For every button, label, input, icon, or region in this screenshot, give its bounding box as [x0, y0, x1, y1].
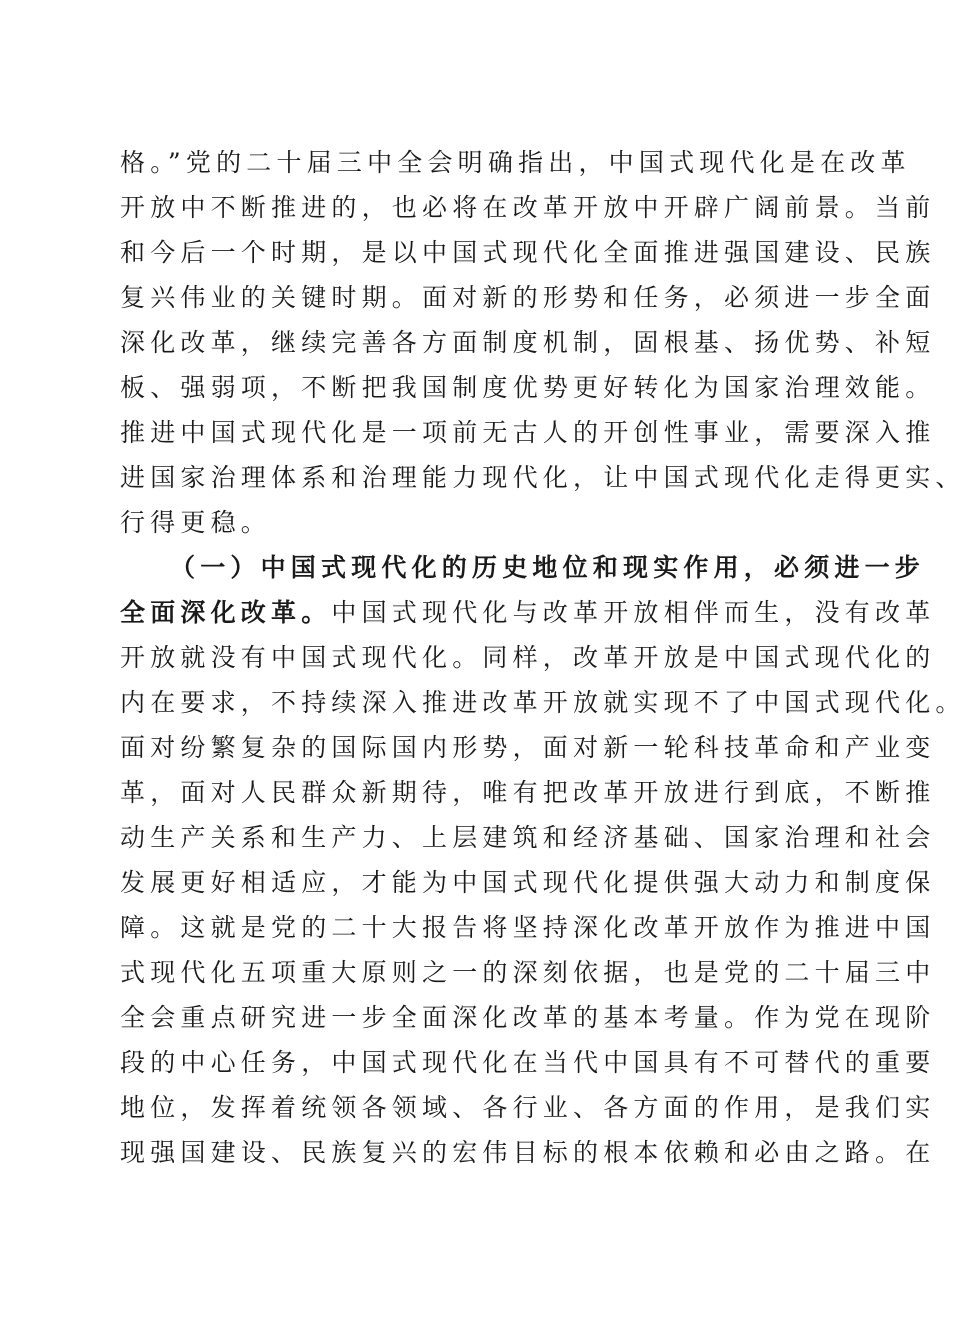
text-line: 开放中不断推进的，也必将在改革开放中开辟广阔前景。当前 [120, 193, 936, 222]
text-line: 全会重点研究进一步全面深化改革的基本考量。作为党在现阶 [120, 1003, 936, 1032]
text-line: 革，面对人民群众新期待，唯有把改革开放进行到底，不断推 [120, 778, 936, 807]
text-line: 发展更好相适应，才能为中国式现代化提供强大动力和制度保 [120, 868, 936, 897]
text-line: 和今后一个时期，是以中国式现代化全面推进强国建设、民族 [120, 238, 936, 267]
text-line: 动生产关系和生产力、上层建筑和经济基础、国家治理和社会 [120, 823, 936, 852]
text-line: 地位，发挥着统领各领域、各行业、各方面的作用，是我们实 [120, 1093, 936, 1122]
section-heading-continuation [120, 595, 936, 631]
text-line: 面对纷繁复杂的国际国内形势，面对新一轮科技革命和产业变 [120, 733, 936, 762]
text-line: 现强国建设、民族复兴的宏伟目标的根本依赖和必由之路。在 [120, 1138, 936, 1167]
section-heading-end: 全面深化改革。 [120, 598, 332, 627]
text-line: 板、强弱项，不断把我国制度优势更好转化为国家治理效能。 [120, 373, 936, 402]
text-line: 内在要求，不持续深入推进改革开放就实现不了中国式现代化。 [120, 688, 966, 717]
text-line: 行得更稳。 [120, 508, 272, 537]
text-line: 障。这就是党的二十大报告将坚持深化改革开放作为推进中国 [120, 913, 936, 942]
text-line: 开放就没有中国式现代化。同样，改革开放是中国式现代化的 [120, 643, 936, 672]
text-line: 推进中国式现代化是一项前无古人的开创性事业，需要深入推 [120, 418, 936, 447]
text-line: 深化改革，继续完善各方面制度机制，固根基、扬优势、补短 [120, 328, 936, 357]
text-line: 格。”党的二十届三中全会明确指出，中国式现代化是在改革 [120, 148, 911, 177]
text-line: 进国家治理体系和治理能力现代化，让中国式现代化走得更实、 [120, 463, 966, 492]
text-line: 段的中心任务，中国式现代化在当代中国具有不可替代的重要 [120, 1048, 936, 1077]
text-line: 复兴伟业的关键时期。面对新的形势和任务，必须进一步全面 [120, 283, 936, 312]
paragraph-start: 中国式现代化与改革开放相伴而生，没有改革 [331, 598, 936, 627]
section-heading: （一）中国式现代化的历史地位和现实作用，必须进一步 [170, 553, 926, 582]
text-line: 式现代化五项重大原则之一的深刻依据，也是党的二十届三中 [120, 958, 936, 987]
